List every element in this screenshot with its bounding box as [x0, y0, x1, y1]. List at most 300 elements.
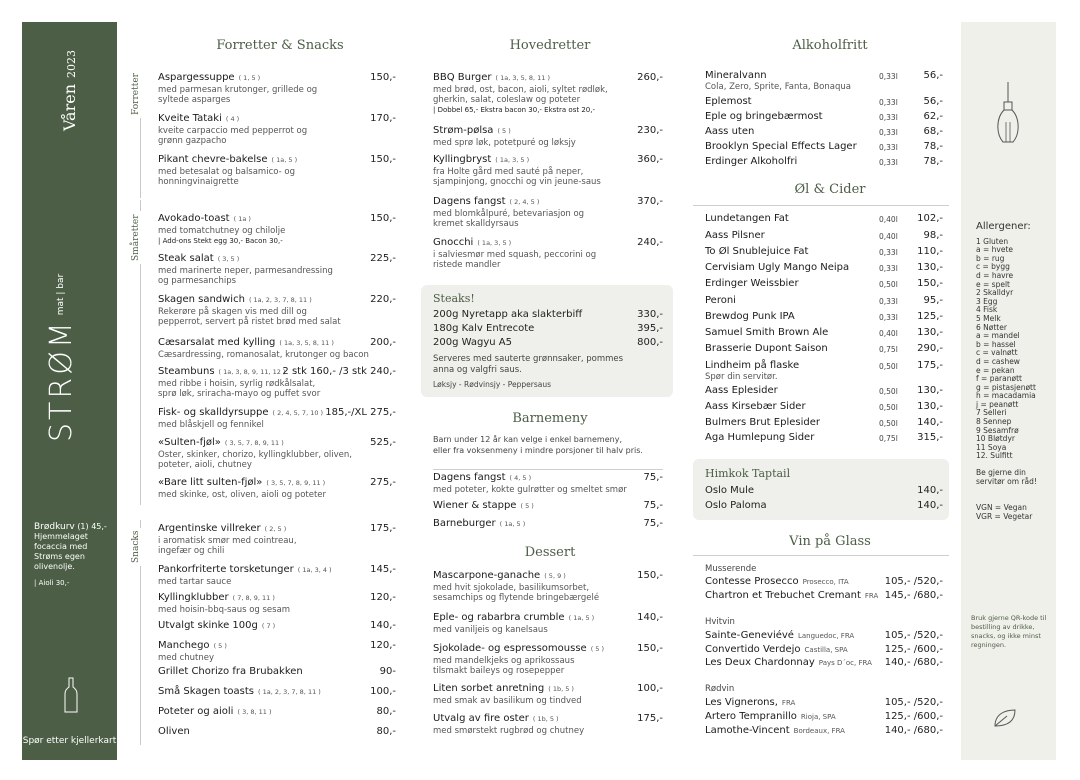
- item-allergens: ( 7 ): [261, 622, 276, 630]
- item-description: fra Holte gård med sauté på neper,: [433, 166, 584, 177]
- item-description: Cola, Zero, Sprite, Fanta, Bonaqua: [705, 81, 851, 92]
- item-price: 75,-: [643, 472, 663, 483]
- wine-group: Rødvin: [705, 684, 735, 694]
- leaf-icon: [993, 708, 1017, 728]
- steak-item: 180g Kalv Entrecote: [433, 323, 535, 334]
- allergen-line: 9 Sesamfrø: [976, 425, 1019, 435]
- item-price: 230,-: [637, 125, 663, 136]
- item-price: 200,-: [370, 337, 396, 348]
- item-description: med tomatchutney og chilolje: [158, 225, 286, 236]
- item-name: «Sulten-fjøl»: [158, 437, 221, 448]
- item-name: Erdinger Weissbier: [705, 278, 799, 289]
- allergen-line: 6 Nøtter: [976, 322, 1007, 332]
- item-origin: Prosecco, ITA: [802, 578, 849, 586]
- item-price: 125,- /600,-: [884, 644, 943, 655]
- item-description: med vaniljeis og kanelsaus: [433, 624, 548, 635]
- item-price: 130,-: [917, 401, 943, 412]
- item-name: Aass Kirsebær Sider: [705, 401, 806, 412]
- item-description: Cæsardressing, romanosalat, krutonger og bacon: [158, 349, 369, 360]
- item-description: med ribbe i hoisin, syrlig rødkålsalat,: [158, 378, 316, 389]
- item-price: 62,-: [923, 111, 943, 122]
- divider-rule: [693, 555, 949, 556]
- item-description: kveite carpaccio med pepperrot og: [158, 125, 308, 136]
- item-allergens: ( 7, 8, 9, 11 ): [232, 594, 275, 602]
- item-price: 140,- /680,-: [884, 657, 943, 668]
- item-description: med parmesan krutonger, grillede og: [158, 84, 318, 95]
- item-origin: FRA: [864, 592, 879, 600]
- item-name: Eple og bringebærmost: [705, 111, 823, 122]
- item-price: 130,-: [917, 327, 943, 338]
- item-name: Lundetangen Fat: [705, 213, 789, 224]
- item-name: Contesse Prosecco: [705, 576, 799, 587]
- item-description: med brød, ost, bacon, aioli, syltet rødløk,: [433, 84, 608, 95]
- himkok-price: 140,-: [917, 485, 943, 496]
- heading-barnemeny: Barnemeny: [512, 411, 588, 426]
- item-name: Aass Eplesider: [705, 385, 778, 396]
- item-description: med marinerte neper, parmesandressing: [158, 265, 333, 276]
- item-allergens: ( 5 ): [213, 642, 227, 650]
- item-price: 290,-: [917, 343, 943, 354]
- vegetar-line: VGR = Vegetar: [976, 511, 1033, 521]
- item-name: Les Vignerons,: [705, 697, 778, 708]
- item-origin: FRA: [781, 699, 796, 707]
- item-price: 110,-: [917, 246, 943, 257]
- item-name: Mascarpone-ganache: [433, 570, 541, 581]
- item-description: sjampinjong, gnocchi og vin jeune-saus: [433, 176, 601, 187]
- item-allergens: ( 5 ): [497, 127, 511, 135]
- item-price: 78,-: [923, 156, 943, 167]
- item-description: ingefær og chili: [158, 545, 225, 556]
- allergen-line: 5 Melk: [976, 313, 1001, 323]
- item-price: 130,-: [917, 385, 943, 396]
- allergen-line: c = valnøtt: [976, 348, 1018, 358]
- item-name: Kyllingbryst: [433, 154, 492, 165]
- himkok-price: 140,-: [917, 500, 943, 511]
- item-volume: 0,40l: [879, 232, 898, 241]
- item-price: 150,-: [637, 643, 663, 654]
- item-volume: 0,50l: [879, 362, 898, 371]
- item-origin: Languedoc, FRA: [797, 632, 855, 640]
- item-price: 105,- /520,-: [884, 697, 943, 708]
- item-allergens: ( 5 ): [590, 645, 605, 653]
- item-allergens: ( 1a, 3, 8, 9, 11, 12 ): [218, 368, 286, 376]
- himkok-item: Oslo Paloma: [705, 500, 767, 511]
- item-description: sesamchips og flytende bringebærgelé: [433, 592, 600, 603]
- item-name: Convertido Verdejo: [705, 644, 801, 655]
- vegan-legend: [976, 504, 1037, 521]
- item-price: 68,-: [923, 126, 943, 137]
- item-price: 150,-: [370, 213, 396, 224]
- ask-waiter: [976, 469, 1037, 486]
- item-description: med mandelkjeks og aprikossaus: [433, 655, 575, 666]
- barn-intro: eller fra voksenmeny i mindre porsjoner til halv pris.: [433, 446, 643, 455]
- item-description: med betesalat og balsamico- og: [158, 166, 295, 177]
- allergen-line: 11 Soya: [976, 442, 1007, 452]
- item-name: Dagens fangst: [433, 196, 506, 207]
- item-allergens: ( 5 ): [520, 502, 534, 510]
- item-allergens: ( 1b, 5 ): [532, 715, 559, 723]
- item-allergens: ( 2, 5 ): [264, 525, 287, 533]
- allergen-line: f = paranøtt: [976, 374, 1022, 384]
- item-allergens: ( 1a, 3, 5, 8, 11 ): [495, 74, 551, 82]
- item-volume: 0,33l: [879, 98, 898, 107]
- item-name: Aga Humlepung Sider: [705, 432, 815, 443]
- item-allergens: ( 1b, 5 ): [548, 685, 574, 693]
- item-description: med poteter, kokte gulrøtter og smeltet smør: [433, 484, 627, 495]
- item-name: Utvalg av fire oster: [433, 713, 529, 724]
- item-description: med tartar sauce: [158, 576, 232, 587]
- item-volume: 0,50l: [879, 280, 898, 289]
- allergen-line: 1 Gluten: [976, 236, 1009, 246]
- item-name: Lamothe-Vincent: [705, 725, 790, 736]
- wine-group: Musserende: [705, 564, 757, 574]
- item-volume: 0,33l: [879, 297, 898, 306]
- item-name: Eple- og rabarbra crumble: [433, 612, 565, 623]
- item-price: 80,-: [376, 706, 396, 717]
- item-price: 125,- /600,-: [884, 711, 943, 722]
- item-allergens: ( 1a, 5 ): [271, 156, 298, 164]
- item-price: 145,-: [370, 564, 396, 575]
- item-allergens: ( 1a, 5 ): [499, 520, 526, 528]
- item-volume: 0,75l: [879, 345, 898, 354]
- steak-item: 200g Wagyu A5: [433, 337, 512, 348]
- item-allergens: ( 3, 5, 7, 8, 9, 11 ): [266, 479, 326, 487]
- allergen-line: 12. Sulfitt: [976, 451, 1013, 461]
- item-name: Dagens fangst: [433, 472, 506, 483]
- item-name: «Bare litt sulten-fjøl»: [158, 477, 263, 488]
- allergen-line: c = bygg: [976, 262, 1010, 272]
- item-name: Barneburger: [433, 518, 496, 529]
- allergen-line: 7 Selleri: [976, 408, 1007, 418]
- steak-item: 200g Nyretapp aka slakterbiff: [433, 309, 583, 320]
- item-description: Oster, skinker, chorizo, kyllingklubber, oliven,: [158, 449, 352, 460]
- allergen-line: d = cashew: [976, 356, 1020, 366]
- item-price: 98,-: [923, 230, 943, 241]
- item-name: Wiener & stappe: [433, 500, 517, 511]
- item-price: 56,-: [923, 96, 943, 107]
- item-price: 80,-: [376, 726, 396, 737]
- item-description: Spør din servitør.: [705, 371, 778, 382]
- item-description: og parmesanchips: [158, 275, 237, 286]
- steak-price: 800,-: [637, 337, 663, 348]
- heading-forretter: Forretter & Snacks: [216, 38, 344, 53]
- item-allergens: ( 1a ): [233, 215, 251, 223]
- item-volume: 0,33l: [879, 113, 898, 122]
- allergen-line: j = peanøtt: [976, 399, 1019, 409]
- item-name: Sainte-Geneviévé: [705, 630, 794, 641]
- item-origin: Bordeaux, FRA: [793, 727, 845, 735]
- item-price: 100,-: [637, 683, 663, 694]
- item-price: 100,-: [370, 686, 396, 697]
- item-description: med blomkålpuré, betevariasjon og: [433, 208, 585, 219]
- item-name: Kyllingklubber: [158, 592, 229, 603]
- item-description: tilsmakt baileys og rosepepper: [433, 665, 565, 676]
- item-description: med hvit sjokolade, basilikumsorbet,: [433, 582, 590, 593]
- item-name: Liten sorbet anretning: [433, 683, 545, 694]
- item-price: 130,-: [917, 262, 943, 273]
- allergen-line: 4 Fisk: [976, 305, 998, 315]
- item-name: Avokado-toast: [158, 213, 230, 224]
- item-description: i aromatisk smør med cointreau,: [158, 535, 297, 546]
- allergen-line: a = hvete: [976, 245, 1014, 255]
- item-name: Les Deux Chardonnay: [705, 657, 815, 668]
- item-description: grønn gazpacho: [158, 135, 227, 146]
- item-name: Brewdog Punk IPA: [705, 311, 795, 322]
- item-name: Artero Tempranillo: [705, 711, 797, 722]
- steaks-sauces: Løksjy - Rødvinsjy - Peppersaus: [433, 380, 552, 389]
- season-year: 2023: [65, 50, 78, 78]
- item-price: 150,-: [370, 154, 396, 165]
- item-price: 105,- /520,-: [884, 576, 943, 587]
- item-volume: 0,40l: [879, 215, 898, 224]
- item-price: 140,- /680,-: [884, 725, 943, 736]
- item-allergens: ( 5, 9 ): [544, 572, 566, 580]
- item-allergens: ( 4, 5 ): [509, 474, 532, 482]
- item-price: 370,-: [637, 196, 663, 207]
- item-name: Steak salat: [158, 253, 214, 264]
- bread-price: 45,-: [91, 522, 107, 531]
- label-forretter: Forretter: [131, 70, 141, 118]
- item-volume: 0,33l: [879, 72, 898, 81]
- item-volume: 0,50l: [879, 403, 898, 412]
- item-allergens: ( 2, 4, 5 ): [509, 198, 540, 206]
- allergen-line: 3 Egg: [976, 296, 998, 306]
- item-price: 95,-: [923, 295, 943, 306]
- heading-vin: Vin på Glass: [789, 534, 871, 549]
- item-volume: 0,50l: [879, 387, 898, 396]
- allergen-line: h = macadamia: [976, 391, 1036, 401]
- item-origin: Castilla, SPA: [804, 646, 848, 654]
- item-description: gherkin, salat, coleslaw og poteter: [433, 94, 581, 105]
- item-name: Skagen sandwich: [158, 294, 245, 305]
- item-price: 140,-: [637, 612, 663, 623]
- item-name: Brasserie Dupont Saison: [705, 343, 828, 354]
- item-allergens: ( 1a, 3, 5, 8, 11 ): [279, 339, 334, 347]
- item-description: pepperrot, servert på ristet brød med salat: [158, 316, 341, 327]
- allergen-line: e = spelt: [976, 279, 1010, 289]
- himkok-item: Oslo Mule: [705, 485, 755, 496]
- item-description: ristede mandler: [433, 259, 501, 270]
- item-allergens: ( 4 ): [225, 115, 240, 123]
- divider-rule: [433, 469, 663, 470]
- item-note: | Add-ons Stekt egg 30,- Bacon 30,-: [158, 236, 283, 245]
- lightbulb-icon: [995, 82, 1021, 152]
- season-title: Våren: [60, 84, 79, 132]
- item-price: 120,-: [370, 640, 396, 651]
- item-price: 102,-: [917, 213, 943, 224]
- item-name: Mineralvann: [705, 70, 767, 81]
- steak-price: 395,-: [637, 323, 663, 334]
- allergen-line: b = hassel: [976, 339, 1016, 349]
- item-description: Rekerøre på skagen vis med dill og: [158, 306, 307, 317]
- item-description: sprø løk, sriracha-mayo og puffet svor: [158, 388, 321, 399]
- allergen-title: Allergener:: [976, 221, 1031, 232]
- item-origin: Pays D´oc, FRA: [818, 659, 872, 667]
- item-price: 75,-: [643, 518, 663, 529]
- label-snacks: Snacks: [131, 528, 141, 566]
- item-allergens: ( 1a, 2, 3, 7, 8, 11 ): [258, 688, 321, 696]
- item-price: 145,- /680,-: [884, 590, 943, 601]
- allergen-line: 2 Skalldyr: [976, 288, 1014, 298]
- item-price: 185,-/XL 275,-: [325, 407, 396, 418]
- item-allergens: ( 1a, 3, 4 ): [297, 566, 332, 574]
- item-description: med hoisin-bbq-saus og sesam: [158, 604, 291, 615]
- heading-dessert: Dessert: [524, 545, 576, 560]
- item-allergens: ( 3, 5, 7, 8, 9, 11 ): [224, 439, 284, 447]
- bread-basket: [34, 522, 114, 588]
- item-name: Chartron et Trebuchet Cremant: [705, 590, 861, 601]
- item-name: Argentinske villreker: [158, 523, 261, 534]
- item-name: Cervisiam Ugly Mango Neipa: [705, 262, 850, 273]
- item-note: | Dobbel 65,- Ekstra bacon 30,- Ekstra ost 20,-: [433, 105, 595, 114]
- item-price: 315,-: [917, 432, 943, 443]
- item-name: Samuel Smith Brown Ale: [705, 327, 829, 338]
- item-allergens: ( 2, 4, 5, 7, 10 ): [272, 409, 324, 417]
- item-name: Gnocchi: [433, 237, 474, 248]
- heading-hovedretter: Hovedretter: [509, 38, 591, 53]
- item-price: 78,-: [923, 141, 943, 152]
- item-price: 56,-: [923, 70, 943, 81]
- heading-ol-cider: Øl & Cider: [794, 182, 866, 197]
- item-price: 275,-: [370, 477, 396, 488]
- item-price: 105,- /520,-: [884, 630, 943, 641]
- ask-line: Be gjerne din: [976, 468, 1026, 478]
- item-allergens: ( 1a, 2, 3, 7, 8, 11 ): [248, 296, 312, 304]
- item-name: Bulmers Brut Eplesider: [705, 417, 820, 428]
- item-name: Aass uten: [705, 126, 755, 137]
- item-price: 2 stk 160,- /3 stk 240,-: [282, 366, 396, 377]
- item-name: Fisk- og skalldyrsuppe: [158, 407, 269, 418]
- allergen-list: [976, 223, 1037, 521]
- item-price: 150,-: [917, 278, 943, 289]
- item-price: 170,-: [370, 113, 396, 124]
- item-name: Brooklyn Special Effects Lager: [705, 141, 857, 152]
- steaks-desc: anna og valgfri saus.: [433, 365, 522, 375]
- item-name: Sjokolade- og espressomousse: [433, 643, 587, 654]
- item-price: 150,-: [370, 72, 396, 83]
- allergen-line: 8 Sennep: [976, 417, 1012, 427]
- item-volume: 0,75l: [879, 434, 898, 443]
- heading-alkoholfritt: Alkoholfritt: [792, 38, 868, 53]
- item-name: Oliven: [158, 726, 190, 737]
- himkok-title: Himkok Taptail: [705, 467, 791, 480]
- bottle-icon: [64, 677, 78, 713]
- item-name: Steambuns: [158, 366, 215, 377]
- item-price: 140,-: [917, 417, 943, 428]
- divider-rule: [693, 205, 949, 206]
- item-volume: 0,33l: [879, 158, 898, 167]
- item-name: Grillet Chorizo fra Brubakken: [158, 666, 303, 677]
- label-smaretter: Småretter: [131, 211, 141, 264]
- bread-title: Brødkurv: [34, 522, 75, 532]
- item-description: med smak av basilikum og tindved: [433, 695, 582, 706]
- item-description: kremet skalldyrsaus: [433, 218, 519, 229]
- item-volume: 0,33l: [879, 143, 898, 152]
- ask-line: servitør om råd!: [976, 476, 1037, 486]
- steaks-title: Steaks!: [433, 292, 475, 305]
- item-origin: Rioja, SPA: [800, 713, 836, 721]
- item-price: 260,-: [637, 72, 663, 83]
- item-name: Poteter og aioli: [158, 706, 234, 717]
- item-description: med chutney: [158, 652, 215, 663]
- item-description: med sprø løk, potetpuré og løksjy: [433, 137, 576, 148]
- qr-note: Bruk gjerne QR-kode til bestilling av drikke, snacks, og ikke minst regningen.: [971, 614, 1047, 649]
- item-name: Strøm-pølsa: [433, 125, 494, 136]
- strom-logo: [44, 274, 79, 442]
- item-name: Cæsarsalat med kylling: [158, 337, 276, 348]
- left-panel: [22, 22, 117, 760]
- bread-desc: Hjemmelaget focaccia med Strøms egen olivenolje.: [34, 532, 88, 571]
- item-name: Pikant chevre-bakelse: [158, 154, 268, 165]
- allergen-line: 10 Bløtdyr: [976, 434, 1015, 444]
- item-description: med smørstekt rugbrød og chutney: [433, 725, 585, 736]
- barn-intro: Barn under 12 år kan velge i enkel barnemeny,: [433, 435, 622, 444]
- steak-price: 330,-: [637, 309, 663, 320]
- item-name: Utvalgt skinke 100g: [158, 620, 258, 631]
- item-name: Eplemost: [705, 96, 752, 107]
- item-description: i salviesmør med squash, peccorini og: [433, 249, 597, 260]
- bread-addon: | Aioli 30,-: [34, 579, 70, 587]
- item-description: med skinke, ost, oliven, aioli og poteter: [158, 489, 327, 500]
- item-price: 225,-: [370, 253, 396, 264]
- item-price: 90-: [379, 666, 396, 677]
- item-volume: 0,33l: [879, 264, 898, 273]
- item-description: med blåskjell og fennikel: [158, 419, 264, 430]
- item-name: Lindheim på flaske: [705, 360, 800, 371]
- item-price: 220,-: [370, 294, 396, 305]
- item-volume: 0,50l: [879, 419, 898, 428]
- cellar-note: Spør etter kjellerkart: [22, 736, 117, 746]
- item-name: BBQ Burger: [433, 72, 492, 83]
- item-allergens: ( 3, 5 ): [217, 255, 240, 263]
- item-name: Peroni: [705, 295, 736, 306]
- item-name: To Øl Snublejuice Fat: [705, 246, 809, 257]
- steaks-desc: Serveres med sauterte grønnsaker, pommes: [433, 354, 624, 364]
- item-price: 175,-: [637, 713, 663, 724]
- item-name: Kveite Tataki: [158, 113, 222, 124]
- item-name: Aass Pilsner: [705, 230, 765, 241]
- item-volume: 0,33l: [879, 313, 898, 322]
- item-price: 525,-: [370, 437, 396, 448]
- wine-group: Hvitvin: [705, 617, 735, 627]
- allergen-line: b = rug: [976, 253, 1005, 263]
- item-volume: 0,40l: [879, 329, 898, 338]
- allergen-line: a = mandel: [976, 331, 1020, 341]
- item-volume: 0,33l: [879, 128, 898, 137]
- allergen-line: e = pekan: [976, 365, 1015, 375]
- allergen-line: d = havre: [976, 270, 1014, 280]
- item-name: Små Skagen toasts: [158, 686, 255, 697]
- logo-text: STRØM: [44, 319, 79, 442]
- item-description: honningvinaigrette: [158, 176, 239, 187]
- allergen-line: g = pistasjenøtt: [976, 382, 1036, 392]
- item-name: Aspargessuppe: [158, 72, 235, 83]
- bread-allergen: (1): [77, 522, 89, 531]
- vegan-line: VGN = Vegan: [976, 503, 1027, 513]
- item-name: Erdinger Alkoholfri: [705, 156, 798, 167]
- item-allergens: ( 1, 5 ): [238, 74, 261, 82]
- item-price: 175,-: [917, 360, 943, 371]
- item-description: syltede asparges: [158, 94, 231, 105]
- item-price: 240,-: [637, 237, 663, 248]
- item-allergens: ( 1a, 3, 5 ): [495, 156, 530, 164]
- item-price: 75,-: [643, 500, 663, 511]
- season-label: [60, 50, 79, 131]
- item-allergens: ( 1a, 3, 5 ): [477, 239, 512, 247]
- item-price: 140,-: [370, 620, 396, 631]
- item-name: Manchego: [158, 640, 210, 651]
- item-price: 175,-: [370, 523, 396, 534]
